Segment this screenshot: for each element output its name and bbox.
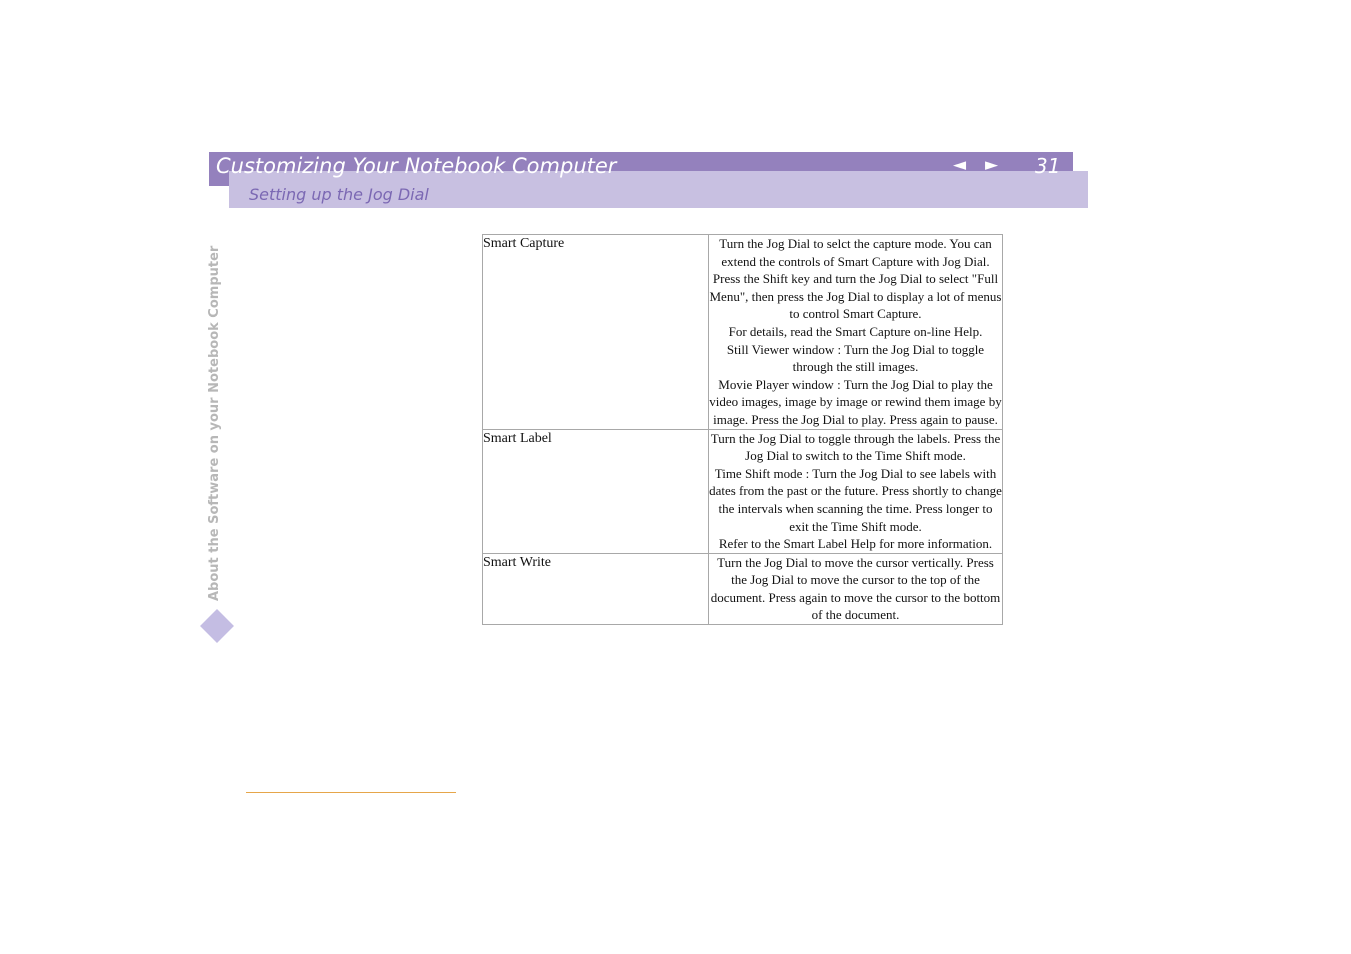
description-paragraph: Turn the Jog Dial to toggle through the labels. Press the Jog Dial to switch to the Time Shift mode. [710,430,1001,464]
page-number: 31 [1035,154,1061,178]
description-paragraph: Turn the Jog Dial to selct the capture mode. You can extend the controls of Smart Capture with Jog Dial. [719,236,992,269]
description-paragraph: Press the Shift key and turn the Jog Dial to select "Full Menu", then press the Jog Dial to display a lot of menus to control Smart Capture. [709,271,1002,322]
app-name-cell: Smart Capture [483,235,709,430]
app-description-cell [709,235,1003,430]
app-description-cell [709,429,1003,553]
app-name-cell: Smart Label [483,429,709,553]
page-title: Customizing Your Notebook Computer [216,154,617,178]
description-paragraph: Still Viewer window : Turn the Jog Dial to toggle through the still images. [726,341,985,375]
description-paragraph: For details, read the Smart Capture on-line Help. [728,323,983,339]
app-name-cell: Smart Write [483,553,709,624]
description-paragraph: Turn the Jog Dial to move the cursor vertically. Press the Jog Dial to move the cursor to the top of the document. Press again to move the cursor to the bottom of the document. [710,554,1001,623]
side-chapter-label: About the Software on your Notebook Computer [207,245,222,601]
description-paragraph: Refer to the Smart Label Help for more information. [718,536,993,552]
app-description-cell [709,553,1003,624]
section-subtitle: Setting up the Jog Dial [249,185,429,204]
table-row [483,429,1003,553]
next-page-arrow-icon[interactable]: ► [985,155,999,175]
description-paragraph: Movie Player window : Turn the Jog Dial to play the video images, image by image or rewind them image by image. Press the Jog Dial to play. Press again to pause. [709,376,1002,427]
jog-dial-table [482,234,1003,625]
table-row [483,235,1003,430]
diamond-marker-icon [200,609,234,643]
previous-page-arrow-icon[interactable]: ◄ [953,155,967,175]
description-paragraph: Time Shift mode : Turn the Jog Dial to see labels with dates from the past or the future. Press shortly to change the intervals when scanning the time. Press longer to exit the Time Shift mode. [709,465,1002,534]
table-row [483,553,1003,624]
footer-divider [246,792,456,793]
